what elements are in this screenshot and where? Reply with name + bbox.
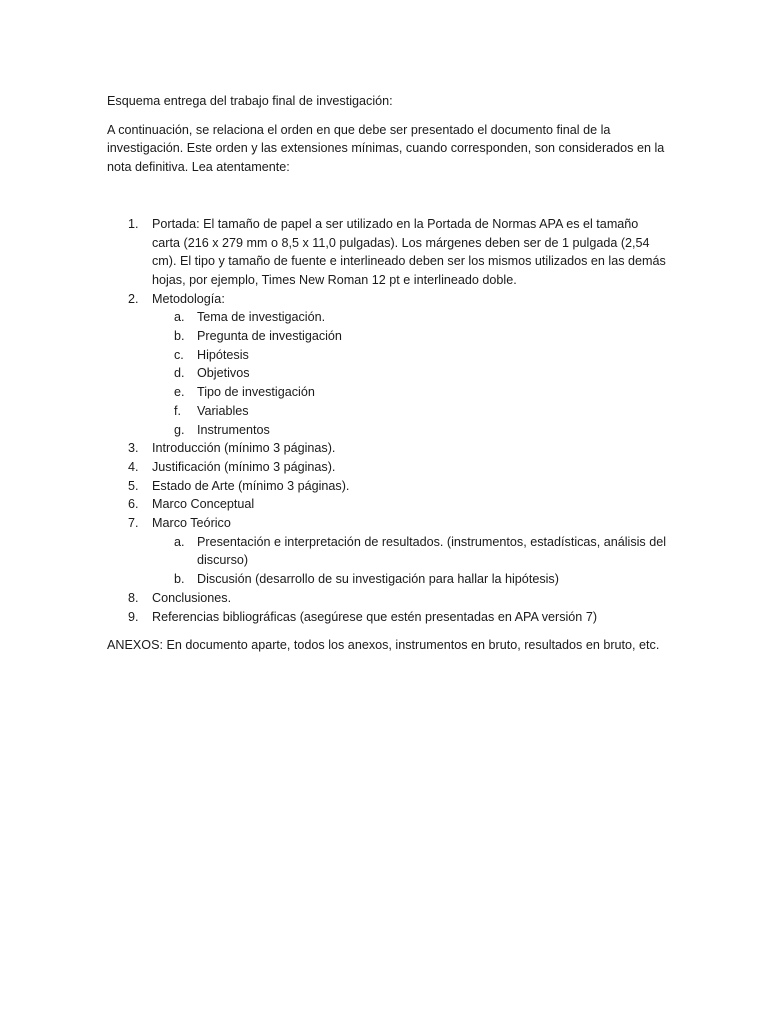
list-item-number: 9.	[128, 609, 139, 624]
sub-list-item	[152, 533, 667, 570]
list-item-text: Portada: El tamaño de papel a ser utilizado en la Portada de Normas APA es el tamaño carta (216 x 279 mm o 8,5 x 11,0 pulgadas). Los márgenes deben ser de 1 pulgada (2,54 cm). El tipo y tamaño de fuente e interlineado deben ser los mismos utilizados en las demás hojas, por ejemplo, Times New Roman 12 pt e interlineado doble.	[152, 216, 666, 287]
sub-item-text: Tipo de investigación	[197, 385, 315, 400]
sub-item-text: Variables	[197, 403, 249, 418]
list-item-number: 6.	[128, 497, 139, 512]
sub-list-item	[152, 364, 667, 383]
list-item-number: 1.	[128, 216, 139, 231]
sub-item-letter: e.	[174, 385, 185, 400]
sub-item-letter: g.	[174, 422, 185, 437]
sub-list-item	[152, 308, 667, 327]
sub-item-text: Discusión (desarrollo de su investigación para hallar la hipótesis)	[197, 572, 559, 587]
list-item-number: 4.	[128, 459, 139, 474]
list-item	[107, 215, 667, 290]
sub-item-letter: b.	[174, 572, 185, 587]
main-list	[107, 215, 667, 626]
list-item	[107, 439, 667, 458]
list-item-number: 8.	[128, 590, 139, 605]
document-heading: Esquema entrega del trabajo final de investigación:	[107, 94, 393, 108]
sub-list-item	[152, 570, 667, 589]
document-page	[107, 92, 667, 655]
sub-item-letter: f.	[174, 403, 181, 418]
list-item-text: Justificación (mínimo 3 páginas).	[152, 459, 336, 474]
list-item	[107, 458, 667, 477]
sub-list-item	[152, 402, 667, 421]
sub-item-letter: b.	[174, 329, 185, 344]
list-item-text: Metodología:	[152, 291, 225, 306]
list-item	[107, 589, 667, 608]
list-item-text: Referencias bibliográficas (asegúrese que estén presentadas en APA versión 7)	[152, 609, 598, 624]
list-item-text: Estado de Arte (mínimo 3 páginas).	[152, 478, 350, 493]
list-item-text: Conclusiones.	[152, 590, 232, 605]
sub-item-text: Instrumentos	[197, 422, 270, 437]
sub-item-text: Presentación e interpretación de resultados. (instrumentos, estadísticas, análisis del discurso)	[197, 534, 667, 568]
annex-paragraph: ANEXOS: En documento aparte, todos los anexos, instrumentos en bruto, resultados en bruto, etc.	[107, 638, 660, 653]
sub-item-letter: a.	[174, 534, 185, 549]
list-item-number: 7.	[128, 516, 139, 531]
list-item	[107, 608, 667, 627]
sub-list-item	[152, 346, 667, 365]
sub-item-letter: c.	[174, 347, 184, 362]
sub-list	[152, 533, 667, 589]
list-item	[107, 495, 667, 514]
list-item-number: 2.	[128, 291, 139, 306]
list-item-text: Marco Teórico	[152, 516, 231, 531]
sub-item-letter: a.	[174, 310, 185, 325]
intro-paragraph: A continuación, se relaciona el orden en que debe ser presentado el documento final de la investigación. Este orden y las extensiones mínimas, cuando corresponden, son considerados en la nota definitiva. Lea atentamente:	[107, 122, 665, 175]
sub-item-text: Tema de investigación.	[197, 310, 326, 325]
list-item	[107, 514, 667, 589]
sub-item-text: Pregunta de investigación	[197, 329, 342, 344]
sub-item-text: Objetivos	[197, 366, 250, 381]
sub-list	[152, 308, 667, 439]
sub-list-item	[152, 383, 667, 402]
sub-item-text: Hipótesis	[197, 347, 249, 362]
sub-list-item	[152, 327, 667, 346]
list-item-number: 3.	[128, 441, 139, 456]
sub-item-letter: d.	[174, 366, 185, 381]
list-item-text: Marco Conceptual	[152, 497, 255, 512]
list-item-text: Introducción (mínimo 3 páginas).	[152, 441, 336, 456]
list-item	[107, 290, 667, 440]
list-item-number: 5.	[128, 478, 139, 493]
sub-list-item	[152, 421, 667, 440]
list-item	[107, 477, 667, 496]
